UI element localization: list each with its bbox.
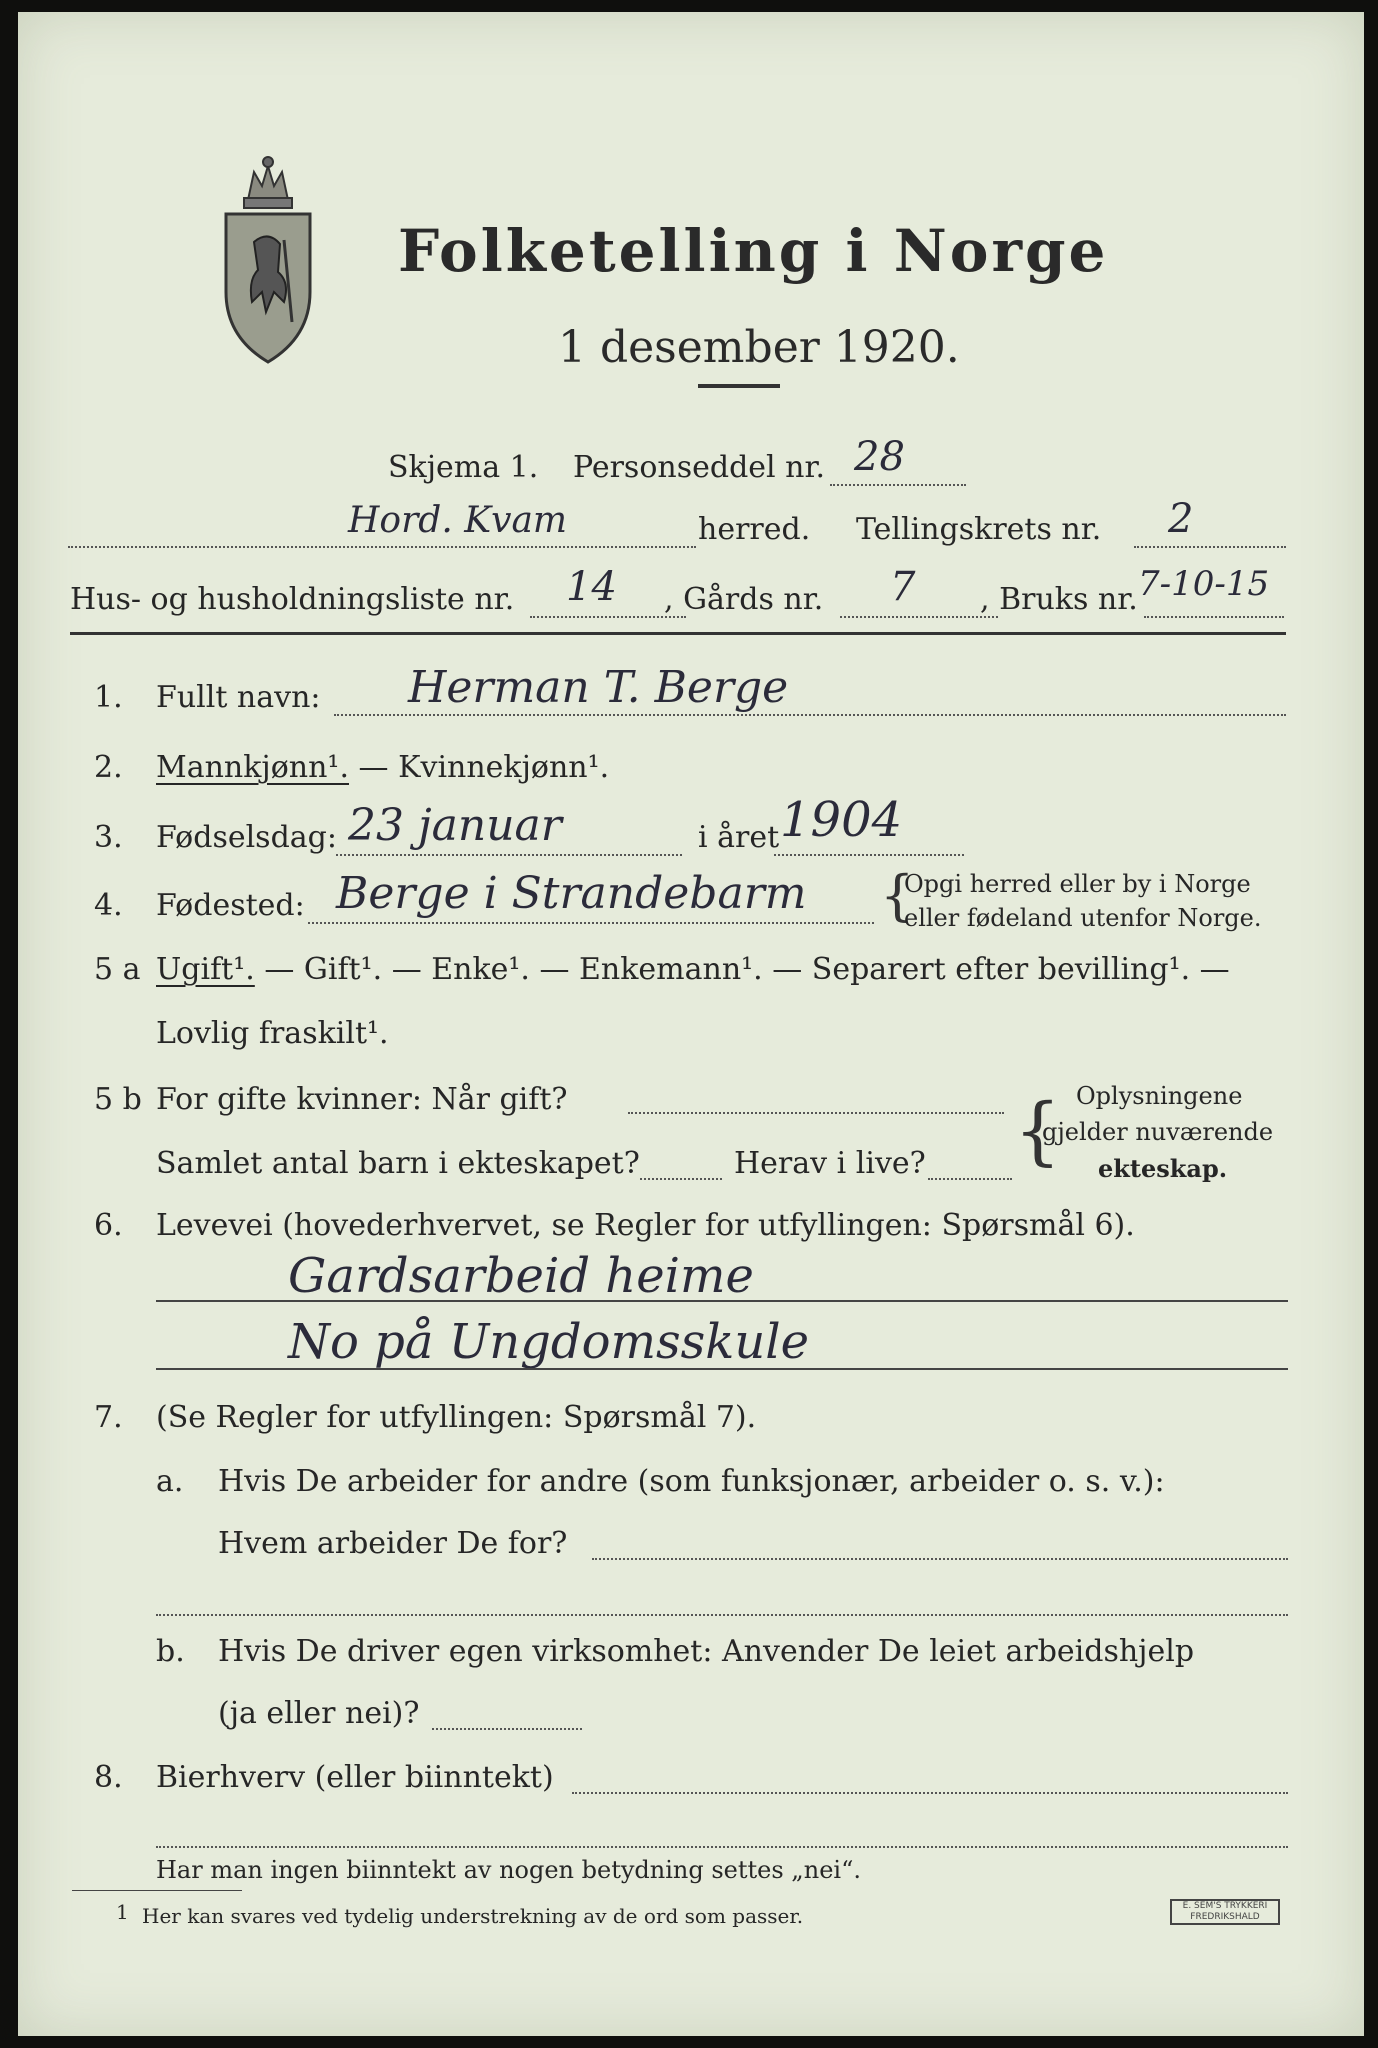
q4-note-2: eller fødeland utenfor Norge. (904, 904, 1262, 932)
q5b-number: 5 b (94, 1082, 142, 1117)
printer-stamp: E. SEM'S TRYKKERI FREDRIKSHALD (1170, 1899, 1280, 1925)
footnote-mark: 1 (116, 1900, 129, 1924)
personseddel-line (830, 484, 966, 486)
q3-year-line (774, 854, 964, 856)
form-title: Folketelling i Norge (398, 217, 1109, 285)
q7b-line-2: (ja eller nei)? (218, 1696, 420, 1731)
q7-number: 7. (94, 1400, 123, 1435)
q3-birthday: 23 januar (348, 800, 562, 851)
q5b-married-line (628, 1112, 1004, 1114)
q6-line-1 (156, 1300, 1288, 1302)
q4-number: 4. (94, 888, 123, 923)
q5b-note-3: ekteskap. (1098, 1154, 1228, 1183)
gards-label: , Gårds nr. (664, 582, 824, 617)
q1-label: Fullt navn: (156, 680, 321, 715)
q4-birthplace: Berge i Strandebarm (336, 868, 807, 919)
q3-year: 1904 (780, 792, 903, 848)
q5b-line-1: For gifte kvinner: Når gift? (156, 1082, 568, 1117)
q6-occupation-2: No på Ungdomsskule (288, 1314, 810, 1370)
q2-mann-option: Mannkjønn¹. (156, 750, 349, 785)
hus-line (530, 616, 686, 618)
q6-label: Levevei (hovederhvervet, se Regler for utfyllingen: Spørsmål 6). (156, 1208, 1135, 1243)
q1-number: 1. (94, 680, 123, 715)
coat-of-arms-icon (218, 152, 318, 367)
q5b-note-1: Oplysningene (1076, 1082, 1243, 1110)
q3-label: Fødselsdag: (156, 820, 337, 855)
q3-number: 3. (94, 820, 123, 855)
q3-aaret-label: i året (698, 820, 780, 855)
q8-line (572, 1792, 1288, 1794)
bruks-line (1144, 616, 1284, 618)
q5b-note-2: gjelder nuværende (1042, 1118, 1274, 1146)
q5b-children-label: Samlet antal barn i ekteskapet? (156, 1146, 640, 1181)
q8-extra-line (156, 1846, 1288, 1848)
q5b-brace: { (1014, 1088, 1062, 1174)
q7b-answer-line (432, 1728, 582, 1730)
gards-line (840, 616, 998, 618)
personseddel-value: 28 (854, 434, 905, 480)
q7a-extra-line (156, 1614, 1288, 1616)
q1-full-name: Herman T. Berge (408, 662, 789, 713)
q7b-number: b. (156, 1634, 185, 1669)
title-divider (698, 384, 780, 388)
bruks-label: , Bruks nr. (980, 582, 1138, 617)
q5b-alive-label: Herav i live? (734, 1146, 926, 1181)
hus-value: 14 (566, 564, 617, 610)
q7-label: (Se Regler for utfyllingen: Spørsmål 7). (156, 1400, 757, 1435)
q5a-lovlig-fraskilt: Lovlig fraskilt¹. (156, 1016, 389, 1051)
skjema-label: Skjema 1. (388, 450, 539, 485)
tellingskrets-label: Tellingskrets nr. (856, 512, 1102, 547)
q5a-options (156, 952, 1230, 987)
q4-note-1: Opgi herred eller by i Norge (904, 870, 1251, 898)
q6-line-2 (156, 1368, 1288, 1370)
q2-number: 2. (94, 750, 123, 785)
q7a-number: a. (156, 1464, 184, 1499)
personseddel-label: Personseddel nr. (573, 450, 826, 485)
census-form-sheet (18, 12, 1364, 2036)
q4-line (308, 922, 874, 924)
census-date: 1 desember 1920. (558, 322, 960, 373)
q2-kvinne-option: Kvinnekjønn¹. (398, 750, 610, 785)
herred-value: Hord. Kvam (348, 500, 568, 541)
q5a-ugift-option: Ugift¹. (156, 952, 255, 987)
q5a-other-options: — Gift¹. — Enke¹. — Enkemann¹. — Separert efter bevilling¹. — (254, 952, 1230, 987)
q4-brace: { (880, 864, 915, 927)
q5b-children-line (640, 1178, 722, 1180)
q5a-number: 5 a (94, 952, 141, 987)
q6-occupation-1: Gardsarbeid heime (288, 1248, 754, 1304)
header-rule (70, 632, 1286, 635)
bruks-value: 7-10-15 (1138, 564, 1270, 604)
biinntekt-note: Har man ingen biinntekt av nogen betydning settes „nei“. (156, 1856, 861, 1884)
q2-separator: — (349, 750, 399, 785)
q7a-line-1: Hvis De arbeider for andre (som funksjonær, arbeider o. s. v.): (218, 1464, 1165, 1499)
q8-label: Bierhverv (eller biinntekt) (156, 1760, 554, 1795)
q8-number: 8. (94, 1760, 123, 1795)
footnote-rule (72, 1890, 242, 1891)
q5b-alive-line (928, 1178, 1012, 1180)
q3-day-line (336, 854, 682, 856)
q2-options (156, 750, 609, 785)
herred-line (68, 546, 696, 548)
q7b-line-1: Hvis De driver egen virksomhet: Anvender De leiet arbeidshjelp (218, 1634, 1195, 1669)
q7a-line-2: Hvem arbeider De for? (218, 1526, 568, 1561)
tellingskrets-line (1134, 546, 1286, 548)
q1-line (334, 714, 1286, 716)
herred-label: herred. (698, 512, 811, 547)
hus-label: Hus- og husholdningsliste nr. (70, 582, 515, 617)
gards-value: 7 (890, 564, 916, 610)
q7a-employer-line (592, 1558, 1288, 1560)
q6-number: 6. (94, 1208, 123, 1243)
q4-label: Fødested: (156, 888, 305, 923)
footnote-text: Her kan svares ved tydelig understrekning av de ord som passer. (142, 1904, 804, 1928)
tellingskrets-value: 2 (1168, 496, 1194, 542)
